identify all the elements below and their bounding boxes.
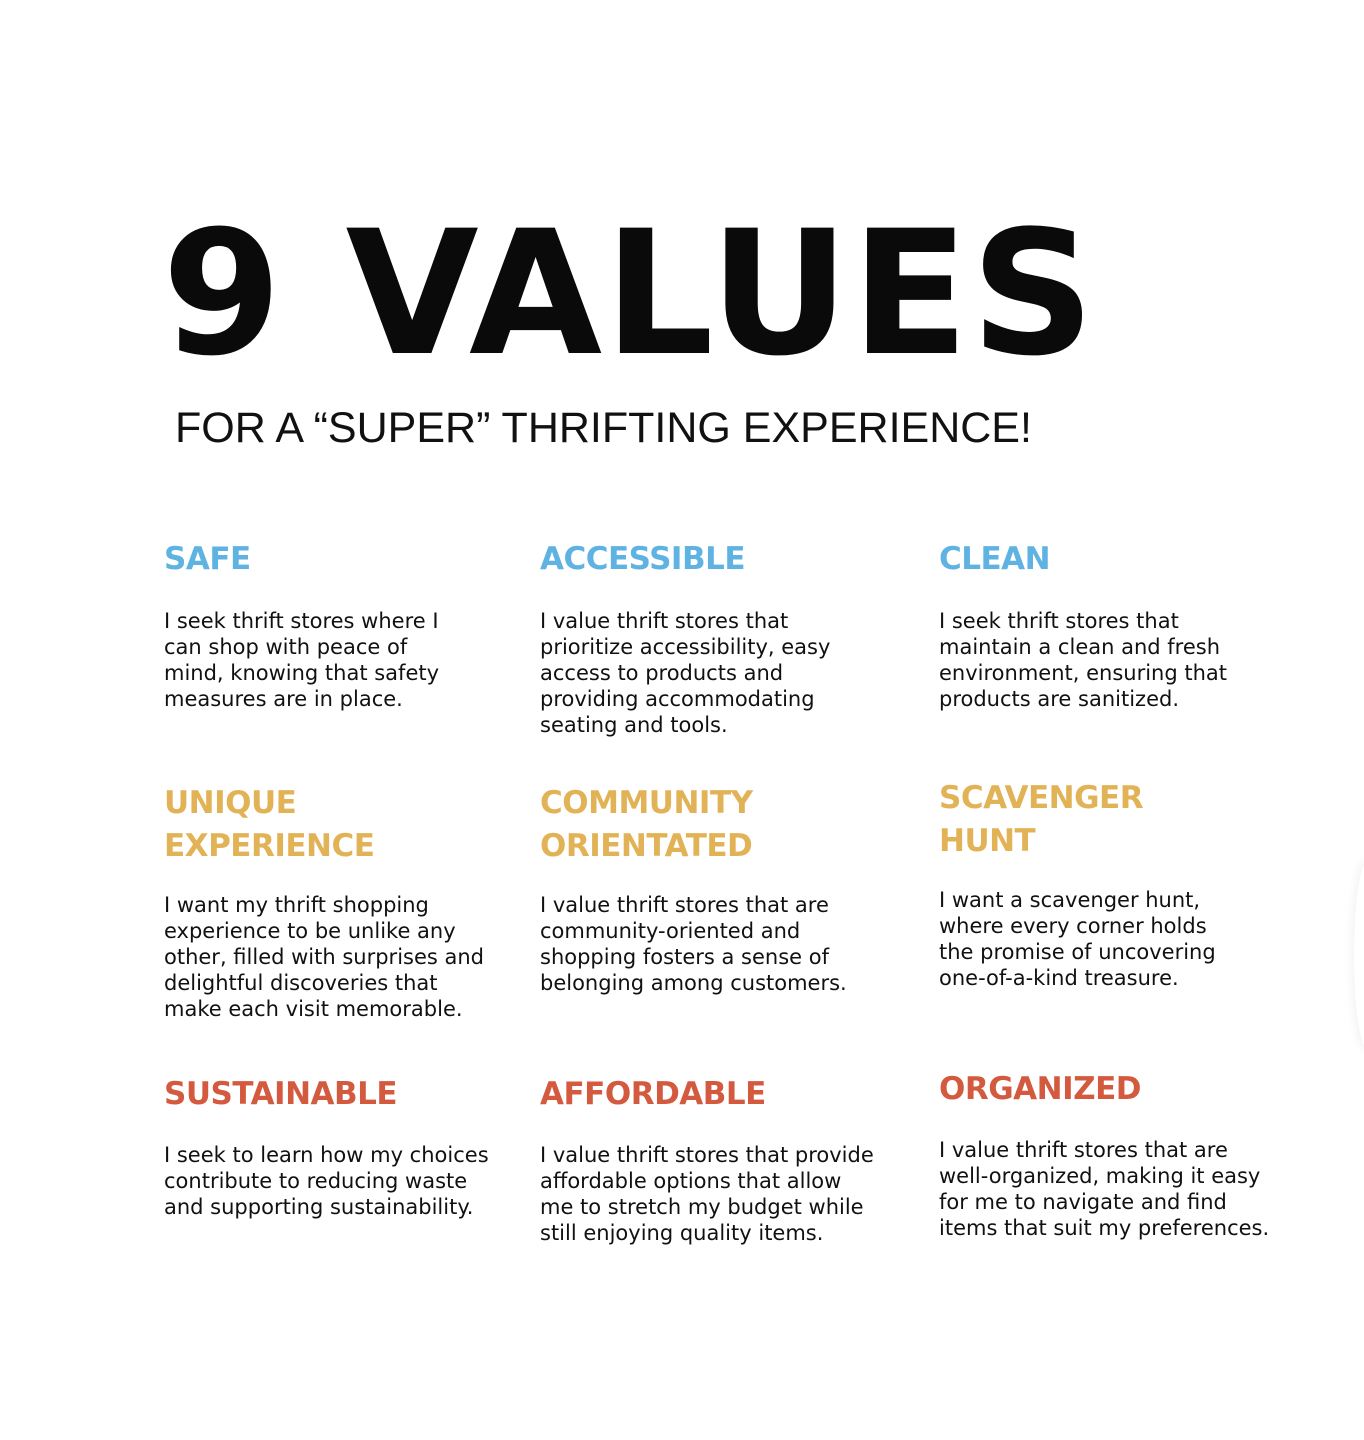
value-title: ORGANIZED	[939, 1071, 1142, 1107]
value-description: I value thrift stores that provide affordable options that allow me to stretch my budget while still enjoying quality items.	[540, 1143, 874, 1245]
value-description: I value thrift stores that are well-organized, making it easy for me to navigate and find items that suit my preferences.	[939, 1138, 1270, 1240]
value-description: I want my thrift shopping experience to be unlike any other, filled with surprises and delightful discoveries that make each visit memorable.	[164, 893, 485, 1021]
value-card-accessible	[540, 538, 900, 738]
page-subtitle: FOR A “SUPER” THRIFTING EXPERIENCE!	[175, 404, 1032, 452]
value-title: SAFE	[164, 541, 251, 577]
value-card-affordable	[540, 1073, 900, 1246]
value-description: I seek to learn how my choices contribute to reducing waste and supporting sustainability.	[164, 1143, 489, 1219]
page-title: 9 VALUES	[162, 193, 1097, 394]
value-description: I seek thrift stores that maintain a clean and fresh environment, ensuring that products are sanitized.	[939, 609, 1228, 711]
value-title: UNIQUE EXPERIENCE	[164, 785, 375, 864]
value-title: AFFORDABLE	[540, 1076, 766, 1112]
value-description: I seek thrift stores where I can shop with peace of mind, knowing that safety measures are in place.	[164, 609, 440, 711]
value-title: CLEAN	[939, 541, 1051, 577]
value-card-clean	[939, 538, 1299, 712]
value-title: ACCESSIBLE	[540, 541, 746, 577]
value-card-sustainable	[164, 1073, 524, 1220]
value-description: I want a scavenger hunt, where every corner holds the promise of uncovering one-of-a-kind treasure.	[939, 888, 1216, 990]
value-description: I value thrift stores that are community-oriented and shopping fosters a sense of belonging among customers.	[540, 893, 847, 995]
value-card-community-orientated	[540, 782, 900, 996]
value-card-unique-experience	[164, 782, 524, 1022]
value-description: I value thrift stores that prioritize accessibility, easy access to products and providing accommodating seating and tools.	[540, 609, 831, 737]
value-card-scavenger-hunt	[939, 777, 1299, 991]
edge-shadow	[1354, 860, 1364, 1050]
value-title: SCAVENGER HUNT	[939, 780, 1144, 859]
value-card-safe	[164, 538, 524, 712]
value-title: SUSTAINABLE	[164, 1076, 398, 1112]
value-card-organized	[939, 1068, 1299, 1241]
value-title: COMMUNITY ORIENTATED	[540, 785, 753, 864]
